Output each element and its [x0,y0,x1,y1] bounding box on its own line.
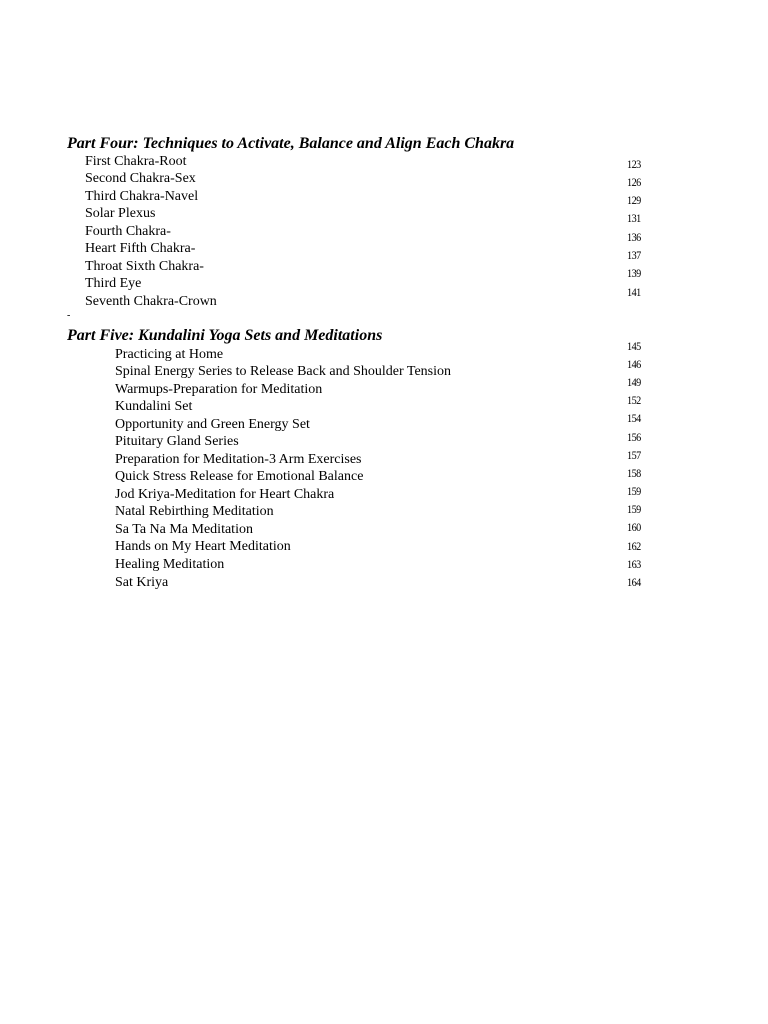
toc-entry-title: Seventh Chakra-Crown [85,294,217,309]
toc-page-number: 159 [627,502,641,516]
toc-entry-title: Heart Fifth Chakra- [85,241,196,256]
toc-page-number: 141 [627,285,641,299]
toc-page-number: 145 [627,339,641,353]
toc-page-number: 160 [627,520,641,534]
toc-entry-title: First Chakra-Root [85,154,187,169]
toc-page-number: 156 [627,430,641,444]
toc-page-number: 137 [627,248,641,262]
toc-page-number: 139 [627,266,641,280]
toc-entry-title: Fourth Chakra- [85,224,171,239]
toc-entry-title: Third Eye [85,276,142,291]
toc-entry-title: Quick Stress Release for Emotional Balance [115,469,364,484]
toc-entry-title: Warmups-Preparation for Meditation [115,382,323,397]
toc-entry-title: Preparation for Meditation-3 Arm Exercises [115,452,362,467]
toc-page-number: 136 [627,230,641,244]
toc-entry-title: Opportunity and Green Energy Set [115,417,310,432]
toc-entry-title: Natal Rebirthing Meditation [115,504,274,519]
toc-page-number: 157 [627,448,641,462]
toc-entry-title: Sa Ta Na Ma Meditation [115,522,253,537]
toc-page-number: 159 [627,484,641,498]
toc-entry-title: Throat Sixth Chakra- [85,259,204,274]
toc-entry-title: Solar Plexus [85,206,156,221]
toc-page-number: 123 [627,157,641,171]
toc-entry-title: Second Chakra-Sex [85,171,196,186]
toc-page-number: 152 [627,393,641,407]
toc-page-number: 146 [627,357,641,371]
separator-mark: - [67,310,71,321]
toc-entry-title: Spinal Energy Series to Release Back and Shoulder Tension [115,364,451,379]
toc-page-number: 129 [627,193,641,207]
part-five-heading: Part Five: Kundalini Yoga Sets and Meditations [67,327,383,344]
toc-page-number: 162 [627,539,641,553]
toc-entry-title: Kundalini Set [115,399,193,414]
toc-page-number: 126 [627,175,641,189]
toc-entry-title: Pituitary Gland Series [115,434,239,449]
toc-entry-title: Hands on My Heart Meditation [115,539,291,554]
toc-entry-title: Jod Kriya-Meditation for Heart Chakra [115,487,335,502]
toc-page-number: 163 [627,557,641,571]
toc-page-number: 154 [627,411,641,425]
toc-entry-title: Sat Kriya [115,575,169,590]
toc-page-number: 158 [627,466,641,480]
toc-entry-title: Healing Meditation [115,557,225,572]
part-four-heading: Part Four: Techniques to Activate, Balance and Align Each Chakra [67,135,515,152]
toc-entry-title: Practicing at Home [115,347,224,362]
toc-page-number: 131 [627,211,641,225]
toc-page-number: 149 [627,375,641,389]
toc-page-number: 164 [627,575,641,589]
toc-entry-title: Third Chakra-Navel [85,189,199,204]
